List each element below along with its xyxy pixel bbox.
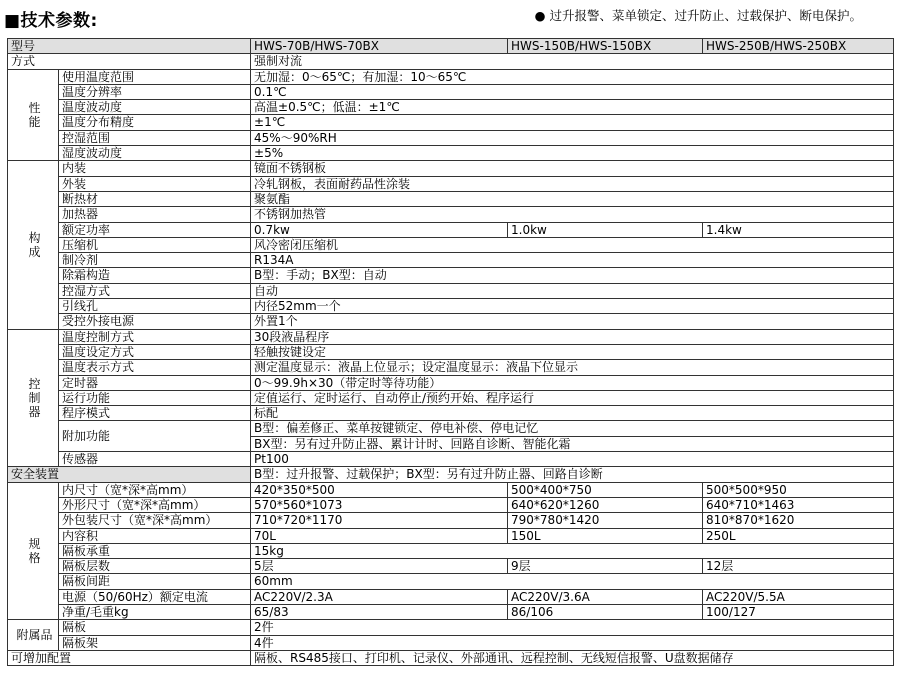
cell-value: 65/83 xyxy=(251,604,508,619)
row-label: 内装 xyxy=(59,161,251,176)
cell-value: AC220V/5.5A xyxy=(703,589,894,604)
cell-value: 标配 xyxy=(251,406,894,421)
row-label: 隔板间距 xyxy=(59,574,251,589)
cell-value: 810*870*1620 xyxy=(703,513,894,528)
row-label: 控湿方式 xyxy=(59,283,251,298)
table-row xyxy=(8,283,894,298)
table-row xyxy=(8,191,894,206)
row-label: 温度分布精度 xyxy=(59,115,251,130)
table-row xyxy=(8,589,894,604)
row-label: 外形尺寸（宽*深*高mm） xyxy=(59,497,251,512)
row-label: 内容积 xyxy=(59,528,251,543)
cell-value: 30段液晶程序 xyxy=(251,329,894,344)
cell-value: 710*720*1170 xyxy=(251,513,508,528)
group-label: 附属品 xyxy=(8,620,59,651)
row-label: 隔板 xyxy=(59,620,251,635)
row-label: 隔板架 xyxy=(59,635,251,650)
cell-value: 1.4kw xyxy=(703,222,894,237)
cell-value: 风冷密闭压缩机 xyxy=(251,237,894,252)
row-label: 隔板承重 xyxy=(59,543,251,558)
cell-value: 强制对流 xyxy=(251,54,894,69)
model-name: HWS-70B/HWS-70BX xyxy=(251,39,508,54)
cell-value: 冷轧钢板，表面耐药品性涂装 xyxy=(251,176,894,191)
section-title: ■技术参数: xyxy=(4,11,98,31)
row-label: 温度波动度 xyxy=(59,100,251,115)
row-label: 额定功率 xyxy=(59,222,251,237)
table-row xyxy=(8,130,894,145)
cell-value: 0.7kw xyxy=(251,222,508,237)
table-row xyxy=(8,329,894,344)
cell-value: Pt100 xyxy=(251,452,894,467)
cell-value: 自动 xyxy=(251,283,894,298)
table-row xyxy=(8,115,894,130)
table-row xyxy=(8,84,894,99)
cell-value: 250L xyxy=(703,528,894,543)
row-label: 安全装置 xyxy=(8,467,251,482)
group-label: 控 制 器 xyxy=(8,329,59,467)
cell-value: ±1℃ xyxy=(251,115,894,130)
group-label: 性 能 xyxy=(8,69,59,161)
row-label: 温度控制方式 xyxy=(59,329,251,344)
table-row xyxy=(8,421,894,436)
cell-value: 定值运行、定时运行、自动停止/预约开始、程序运行 xyxy=(251,390,894,405)
table-row xyxy=(8,375,894,390)
cell-value: B型：过升报警、过载保护；BX型：另有过升防止器、回路自诊断 xyxy=(251,467,894,482)
row-label: 定时器 xyxy=(59,375,251,390)
table-row xyxy=(8,253,894,268)
cell-value: 1.0kw xyxy=(508,222,703,237)
row-label: 除霜构造 xyxy=(59,268,251,283)
table-row xyxy=(8,146,894,161)
model-name: HWS-250B/HWS-250BX xyxy=(703,39,894,54)
cell-value: 45%～90%RH xyxy=(251,130,894,145)
cell-value: 镜面不锈钢板 xyxy=(251,161,894,176)
table-row xyxy=(8,161,894,176)
cell-value: AC220V/2.3A xyxy=(251,589,508,604)
cell-value: 150L xyxy=(508,528,703,543)
cell-value: 500*400*750 xyxy=(508,482,703,497)
table-row xyxy=(8,299,894,314)
cell-value: 790*780*1420 xyxy=(508,513,703,528)
cell-value: 无加湿：0～65℃；有加湿：10～65℃ xyxy=(251,69,894,84)
row-label: 控湿范围 xyxy=(59,130,251,145)
table-row xyxy=(8,268,894,283)
table-row xyxy=(8,559,894,574)
model-name: HWS-150B/HWS-150BX xyxy=(508,39,703,54)
row-label: 受控外接电源 xyxy=(59,314,251,329)
table-row xyxy=(8,69,894,84)
features-line: ● 过升报警、菜单锁定、过升防止、过载保护、断电保护。 xyxy=(534,8,862,23)
table-row xyxy=(8,406,894,421)
cell-value: 640*620*1260 xyxy=(508,497,703,512)
table-row xyxy=(8,452,894,467)
table-row xyxy=(8,513,894,528)
row-label: 湿度波动度 xyxy=(59,146,251,161)
row-label: 附加功能 xyxy=(59,421,251,452)
table-row xyxy=(8,528,894,543)
cell-value: B型：偏差修正、菜单按键锁定、停电补偿、停电记忆 xyxy=(251,421,894,436)
row-label: 外装 xyxy=(59,176,251,191)
cell-value: 100/127 xyxy=(703,604,894,619)
cell-value: 轻触按键设定 xyxy=(251,344,894,359)
table-row xyxy=(8,314,894,329)
row-label: 使用温度范围 xyxy=(59,69,251,84)
table-row xyxy=(8,467,894,482)
table-row xyxy=(8,620,894,635)
row-label: 净重/毛重kg xyxy=(59,604,251,619)
cell-value: 0～99.9h×30（带定时等待功能） xyxy=(251,375,894,390)
cell-value: 15kg xyxy=(251,543,894,558)
table-row xyxy=(8,344,894,359)
table-row xyxy=(8,100,894,115)
table-row xyxy=(8,574,894,589)
cell-value: 聚氨酯 xyxy=(251,191,894,206)
cell-value: B型：手动；BX型：自动 xyxy=(251,268,894,283)
cell-value: 不锈钢加热管 xyxy=(251,207,894,222)
row-label: 电源（50/60Hz）额定电流 xyxy=(59,589,251,604)
cell-value: 420*350*500 xyxy=(251,482,508,497)
header-label: 型号 xyxy=(8,39,251,54)
cell-value: 隔板、RS485接口、打印机、记录仪、外部通讯、远程控制、无线短信报警、U盘数据储存 xyxy=(251,650,894,665)
cell-value: BX型：另有过升防止器、累计计时、回路自诊断、智能化霜 xyxy=(251,436,894,451)
cell-value: 86/106 xyxy=(508,604,703,619)
cell-value: 外置1个 xyxy=(251,314,894,329)
cell-value: 12层 xyxy=(703,559,894,574)
cell-value: 570*560*1073 xyxy=(251,497,508,512)
cell-value: 测定温度显示：液晶上位显示；设定温度显示：液晶下位显示 xyxy=(251,360,894,375)
row-label: 隔板层数 xyxy=(59,559,251,574)
spec-table xyxy=(7,38,894,666)
cell-value: 9层 xyxy=(508,559,703,574)
row-label: 程序模式 xyxy=(59,406,251,421)
cell-value: 70L xyxy=(251,528,508,543)
table-row xyxy=(8,176,894,191)
cell-value: 60mm xyxy=(251,574,894,589)
cell-value: 内径52mm一个 xyxy=(251,299,894,314)
row-label: 制冷剂 xyxy=(59,253,251,268)
cell-value: 高温±0.5℃；低温：±1℃ xyxy=(251,100,894,115)
cell-value: 5层 xyxy=(251,559,508,574)
row-label: 加热器 xyxy=(59,207,251,222)
row-label: 内尺寸（宽*深*高mm） xyxy=(59,482,251,497)
row-label: 温度表示方式 xyxy=(59,360,251,375)
row-label: 引线孔 xyxy=(59,299,251,314)
group-label: 构 成 xyxy=(8,161,59,329)
row-label: 断热材 xyxy=(59,191,251,206)
table-row xyxy=(8,635,894,650)
cell-value: ±5% xyxy=(251,146,894,161)
table-row xyxy=(8,54,894,69)
row-label: 传感器 xyxy=(59,452,251,467)
cell-value: 0.1℃ xyxy=(251,84,894,99)
table-row xyxy=(8,390,894,405)
cell-value: 2件 xyxy=(251,620,894,635)
row-label: 压缩机 xyxy=(59,237,251,252)
table-row xyxy=(8,497,894,512)
row-label: 外包装尺寸（宽*深*高mm） xyxy=(59,513,251,528)
table-row xyxy=(8,650,894,665)
table-row xyxy=(8,237,894,252)
row-label: 温度分辨率 xyxy=(59,84,251,99)
cell-value: AC220V/3.6A xyxy=(508,589,703,604)
row-label: 运行功能 xyxy=(59,390,251,405)
table-row xyxy=(8,360,894,375)
table-row xyxy=(8,39,894,54)
table-row xyxy=(8,222,894,237)
table-row xyxy=(8,207,894,222)
cell-value: 640*710*1463 xyxy=(703,497,894,512)
row-label: 方式 xyxy=(8,54,251,69)
cell-value: 500*500*950 xyxy=(703,482,894,497)
table-row xyxy=(8,543,894,558)
row-label: 温度设定方式 xyxy=(59,344,251,359)
cell-value: 4件 xyxy=(251,635,894,650)
row-label: 可增加配置 xyxy=(8,650,251,665)
table-row xyxy=(8,482,894,497)
cell-value: R134A xyxy=(251,253,894,268)
table-row xyxy=(8,604,894,619)
group-label: 规 格 xyxy=(8,482,59,620)
